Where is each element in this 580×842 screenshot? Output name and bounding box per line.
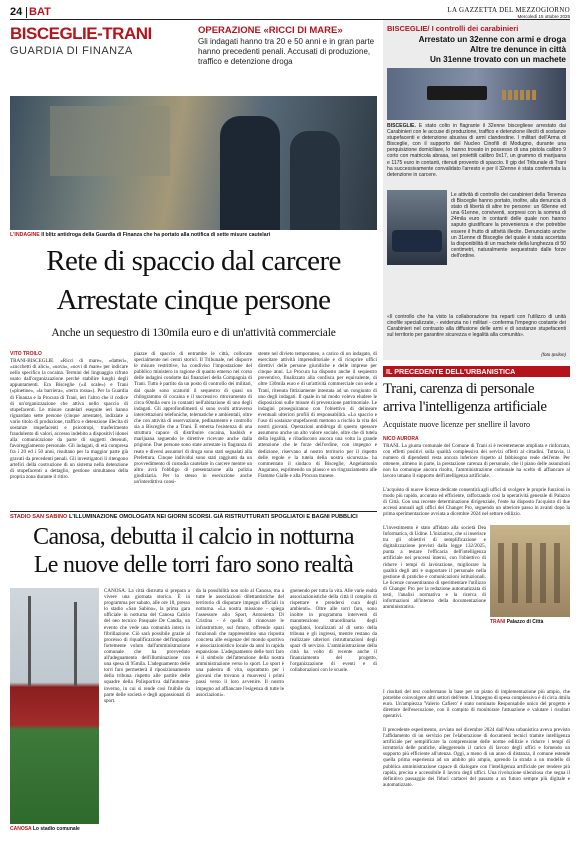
section-label: BAT (29, 6, 51, 18)
canosa-col-3: gnenendo per tutta la vita. Alle varie realtà associazionistiche della città il compito di rispettare e prendersi cura degli ambienti». Oltre alle torri faro, sono inoltre in programma interventi di manutenzione straordinaria degli spogliatoi, localizzati al di sotto della tribuna e gli ingressi, mentre restano da realizzare ulteriori ristrutturazioni degli spazi di servizio. L'amministrazione della città ha volto di recente anche il finanziamento del progetto, l'organizzazione di eventi e di collaborazioni con le scuole. (290, 588, 377, 674)
sidebar-credit: (foto Ipsilon) (541, 352, 566, 357)
canosa-banner-text: L'ILLUMINAZIONE OMOLOGATA NEI GIORNI SCORSI. GIÀ RISTRUTTURATI SPOGLIATOI E BAGNI PUBBLICI (68, 514, 358, 520)
urbanistica-subhead: Acquistate nuove licenze per snellire il lavoro (383, 420, 531, 429)
palazzo-caption (490, 619, 570, 625)
byline: VITO TROILO (10, 351, 42, 357)
operation-lead: Gli indagati hanno tra 20 e 50 anni e in gran parte hanno precedenti penali. Accusati di produzione, traffico e detenzione droga (198, 37, 375, 66)
urbanistica-body-2: L'acquisto di nuove licenze dedicate consentirà agli uffici di svolgere le proprie funzioni in modo più rapido, accurato ed efficiente, rafforzando così la operatività generale di Palazzo di Città. Con una recente determinazione dirigenziale, l'ente ha disposto l'acquisto di due accessi annuali agli uffici del Changer Pro, seguendo un ulteriore passo in avanti dopo la prima sperimentazione avviata a dicembre 2024 nel settore edilizio. (383, 487, 570, 518)
canosa-banner (10, 511, 377, 521)
sidebar-headline-1: Arrestato un 32enne con armi e droga (418, 35, 566, 44)
sidebar-body-text-1: È stato colto in flagrante il 32enne biscegliese arrestato dai Carabinieri con le accuse di produzione, traffico e detenzione illeciti di sostanze stupefacenti e detenzione abusiva di armi clandestine. I militari dell'Arma di Bisceglie, con il supporto del Nucleo Cinofili di Modugno, durante una perquisizione domiciliare, lo hanno trovato in possesso di una pistola calibro 9 corto con matricola abrasa, sei proiettili calibro 9x17, un grammo di marijuana e 1175 euro in contanti, ritenuti provento di spaccio. Il gip del Tribunale di Trani ha successivamente convalidato l'arresto e per il 32enne è stata confermata la detenzione in carcere. (387, 123, 566, 178)
page-header (10, 6, 570, 20)
main-headline-2: Arrestate cinque persone (56, 284, 331, 316)
officer-figure (290, 131, 340, 230)
sidebar-lead-label: BISCEGLIE. (387, 123, 416, 129)
story-kicker (10, 25, 195, 57)
main-subhead: Anche un sequestro di 130mila euro e di un'attività commerciale (51, 327, 336, 339)
location-sub: GUARDIA DI FINANZA (10, 45, 133, 57)
sidebar-arrests (383, 20, 570, 360)
stadium-caption-text: Lo stadio comunale (32, 826, 80, 832)
floodlight-tower (28, 596, 31, 686)
caption-text: Il blitz antidroga della Guardia di Finanza che ha portato alla notifica di sette misure cautelari (41, 232, 271, 238)
canosa-col-2: da la possibilità non solo al Canosa, ma a tutte le associazioni dilettantistiche del territorio di disputare impegni ufficiali in notturna. «La nostra missione - spiega l'assessore allo Sport, Antonietta Di Cristina - è quella di rinnovare le infrastrutture, sul futuro, offrendo spazi funzionali che rappresentino una risposta concreta alle esigenze del mondo sportivo e associazionistico locale da anni in rapida espansione. L'adeguamento delle torri faro è il simbolo dell'attenzione della nostra amministrazione verso lo sport. Lo sport è una palestra di vita, soprattutto per i giovani che trovano a muoversi i primi passi verso il loro avvenire. Il nostro impegno ad affiancare l'esigenza di tutte le associazioni». (196, 588, 284, 698)
urbanistica-body-3: L'investimento è stato affidato alla società Dea Informatica, di Udine. L'iniziativa, che si inserisce tra gli obiettivi di semplificazione e digitalizzazione previsti dalla legge 132/2025, punta a testare l'efficacia dell'intelligenza artificiale nei processi interni, con l'obiettivo di ridurre i tempi di lavorazione, migliorare la qualità degli atti e supportare il personale nella gestione di pratiche e comunicazioni istituzionali. Le licenze consentiranno di sperimentare l'utilizzo di Changer Pro per la redazione automatizzata di testi, l'analisi normativa e la ricerca di informazioni all'interno della documentazione amministrativa. (383, 525, 486, 611)
main-col-3: stente nel divieto temporaneo, a carico di un indagato, di esercitare attività imprenditoriale e di ricoprire uffici direttivi delle persone giuridiche e delle imprese per cinque anni. La Procura ha disposto anche il sequestro preventivo, finalizzato alla confisca per equivalente, di oltre 130mila euro e di un'attività commerciale con sede a Trani, ritenuta fittiziamente intestata ad un congiunto di uno degli indagati. Il quale in tal modo voleva eludere le disposizioni sulle misure di prevenzione patrimoniale. Le indagini proseguiranno con l'obiettivo di delineare eventuali ulteriori profili di responsabilità. «Lo spaccio e l'uso di sostanze stupefacenti mettono a rischio la vita dei nostri giovani. Operazioni antidroga di questo spessore assumono anche un alto valore sociale, oltre che di tutela della legalità, e ribadiscono ancora una volta la grande attenzione che le forze dell'ordine, con impegno e dedizione, riservano al nostro territorio per il rispetto delle regole e la tutela della nostra sicurezza» ha commentato il sindaco di Bisceglie, Angelantonio Angarano, esprimendo un plauso e un ringraziamento alle Fiamme Gialle e alla Procura tranese. (258, 351, 377, 479)
page-number: 24 (10, 6, 23, 18)
date: Mercoledì 15 ottobre 2025 (517, 14, 570, 19)
urbanistica-headline-1: Trani, carenza di personale (383, 381, 535, 397)
sidebar-body-1 (387, 123, 566, 193)
car-shape (392, 230, 442, 252)
bullets-shape (502, 90, 536, 100)
urbanistica-body-4: I risultati del test confermano la base per un piano di implementazione più ampio, che potrebbe coinvolgere altri settori dell'ente. L'impegno di spesa complessivo è di circa 4mila euro. Un'ampiezza 'Valerio Cafiero' è stato nominato Responsabile unico del progetto e direttore dell'esecuzione, con il compito di monitorare l'attuazione e valutare i risultati operativi. (383, 689, 570, 720)
urbanistica-byline: NICO AURORA (383, 436, 419, 442)
canosa-headline-2: Le nuove delle torri faro sono realtà (33, 552, 354, 578)
palazzo-caption-label: TRANI (490, 619, 506, 625)
operation-block (198, 25, 383, 67)
photo-caption (10, 232, 377, 238)
page-number-divider (26, 7, 27, 18)
palazzo-caption-text: Palazzo di Città (506, 619, 544, 625)
canosa-banner-label: STADIO SAN SABINO (10, 514, 68, 520)
canosa-col-1: CANOSA. La città distrutta si prepara a vivere una giornata storica. È in programma per sabato, alle ore 18, presso lo stadio «San Sabino», la prima gara ufficiale in notturna del Canosa Calcio del neo tecnico Pasquale De Candia, un evento che vede una comunità intera in fibrillazione. Ciò sarà possibile grazie al processo di riqualificazione dell'impianto fortemente voluto dall'amministrazione comunale che ha provveduto all'adeguamento dell'illuminazione con una spesa di 95mila. L'adeguamento delle torri faro permetterà il riposizionamento della tribuna rispetto alle partite delle squadre della Polisportiva dall'autunno-inverno, in cui si rende così fruibile da parte delle società e degli appassionati di sport. (104, 588, 190, 704)
officer-figure (220, 116, 280, 230)
urbanistica-body-1: TRANI. La giunta comunale del Comune di Trani si è recentemente ampliata e rinforzata, con effetti positivi sulla qualità complessiva dei servizi offerti ai cittadini. Tuttavia, il numero di dipendenti resta ancora inferiore rispetto al fabbisogno reale dell'ente. Per ottenere, almeno in parte, la prestazione carenza di personale, che il piano delle assunzioni non ha comunque ancora risolto, l'amministrazione comunale ha scelto di affiancare al lavoro umano il supporto dell'intelligenza artificiale. (383, 443, 570, 480)
palazzo-photo (490, 525, 570, 617)
floodlight-tower (74, 602, 77, 686)
stadium-photo (10, 588, 99, 824)
sidebar-body-2: Le attività di controllo dei carabinieri della Tenenza di Bisceglie hanno portato, inoltre, alla denuncia di stato di libertà di altre tre persone: un 68enne ed una 61enne, conviventi, sorpresi con la somma di 24mila euro in contanti delle quale non hanno saputo giustificare la provenienza e che potrebbe essere il frutto di attività illecite. Denunciato anche un 31enne di Bisceglie del quale è stata accertata la disponibilità di un machete della lunghezza di 50 centimetri, naturalmente sequestrato dalle forze dell'ordine. (451, 192, 566, 259)
sidebar-body-3: «Il controllo che ha visto la collaborazione tra reparti con l'utilizzo di unità cinofile specializzate, - evidenzia no i militari - conferma l'impegno costante dei Carabinieri nel contrasto alla diffusione delle armi e di sostanze stupefacenti sul territorio per garantire sicurezza e legalità alla comunità». (387, 314, 566, 339)
sidebar-kicker: BISCEGLIE/ I controlli dei carabinieri (387, 24, 519, 33)
stadium-caption-label: CANOSA (10, 826, 32, 832)
indagine-photo (10, 96, 377, 230)
stadium-caption (10, 826, 99, 832)
sidebar-headline-2: Altre tre denunce in città (470, 45, 566, 54)
canosa-headline-1: Canosa, debutta il calcio in notturna (33, 524, 354, 550)
arrest-photo (387, 68, 566, 120)
sidebar-headline-3: Un 31enne trovato con un machete (429, 55, 566, 64)
main-headline-1: Rete di spaccio dal carcere (46, 245, 341, 277)
operation-title: OPERAZIONE «RICCI DI MARE» (198, 25, 343, 36)
main-col-1: TRANI-BISCEGLIE. «Ricci di mare», «datteri», «zucchetti di alici», «uova», «uovi di mare» per indicare nello specifico la cocaina. Termini del linguaggio cifrato usato dall'organizzazione perché stabilire luoghi degli appuntamenti. Era Bisceglie («il scale») e Trani («pinetine», «la barriera», «terra rossa»). Per la Guardia di Finanza e la Procura di Trani, ieri l'altro che il codice di un'organizzazione che attiva nello spaccio di stupefacenti. Le misure cautelari eseguite ieri hanno riguardato sette persone (cinque arrestate), indiziate a vario titolo di produzione, traffico e detenzione illecita di sostanze stupefacenti e psicotropi, trasferimento fraudolento di valori, accesso indebito a dispositivi idonei alla comunicazione da parte di soggetti detenuti, favoreggiamento personale. Gli indagati, di età compresa fra i 20 ed i 50 anni, risultano per la maggior parte già gravati da precedenti penali. Gli investigatori li ritengono artefici della costruzione di un sistema nella detenzione di stupefacenti a dettaglio, gestione simultanea della propria zona durante il ritiro. (10, 358, 128, 480)
masthead: LA GAZZETTA DEL MEZZOGIORNO (447, 6, 570, 14)
location-label: BISCEGLIE-TRANI (10, 24, 152, 43)
carabinieri-photo (387, 190, 447, 265)
main-col-2: piazze di spaccio di entrambe le città, collocate specialmente nei centri storici. Il Tribunale, nel disporre le misure restrittive, ha condiviso l'impostazione del pubblico ministero in ragione di quanto emerso nel corso delle indagini condotte dai finanzieri della Compagnia di Trani. Tutto è partito da un posto di controllo dei militari, dal quale sono scaturiti il sequestro di quasi un chilogrammo di cocaina e il successivo ritrovamento di circa 60mila euro in contanti nell'abitazione di uno degli indagati. Gli approfondimenti si sono svolti attraverso intercettazioni telefoniche, telematiche e ambientali, oltre che con attività di osservazione, pedinamento e controllo sia a Bisceglie che a Trani. È emersa l'esistenza di una struttura capace di distribuire cocaina, hashish e marijuana seguendo le direttive ricevute anche dalla prigione. Due persone sono state arrestate in flagranza di reato e diversi assuntori di droga sono stati segnalati alla Prefettura. Cinque individui sono stati raggiunti da un provvedimento di custodia cautelare in carcere mentre un altro avrà l'obbligo di presentazione alla polizia giudiziaria. Per lo stesso in esecuzione anche un'interdittiva consi- (134, 351, 252, 485)
urbanistica-headline-2: arriva l'intelligenza artificiale (383, 399, 547, 415)
caption-label: L'INDAGINE (10, 232, 40, 238)
urbanistica-banner: IL PRECEDENTE DELL'URBANISTICA (383, 366, 570, 377)
shelf-shape (50, 106, 170, 176)
palazzo-windows (498, 543, 562, 603)
gun-shape (427, 86, 487, 100)
urbanistica-body-5: Il precedente esperimento, avviato nel dicembre 2024 dall'Area urbanistica aveva previsto l'affidamento di un servizio per l'elaborazione di documenti tecnici tramite intelligenza artificiale per semplificare la comprensione delle norme edilizie e ridurre i tempi di istruttoria delle pratiche, alleggerendo il carico di lavoro degli uffici e fornendo un supporto più efficiente all'utenza. Oggi, a meno di un anno di distanza, il comune estende quella prima esperienza ad un ambito più ampio, aprendo la strada a un modello di pubblica amministrazione capace di dialogare con l'intelligenza artificiale per rendere più rapida, precisa e accessibile il lavoro degli uffici. Una rivoluzione silenziosa che segna il definitivo passaggio dei fiduci cartacei del passato a un futuro sempre più digitale e automatizzato. (383, 727, 570, 788)
